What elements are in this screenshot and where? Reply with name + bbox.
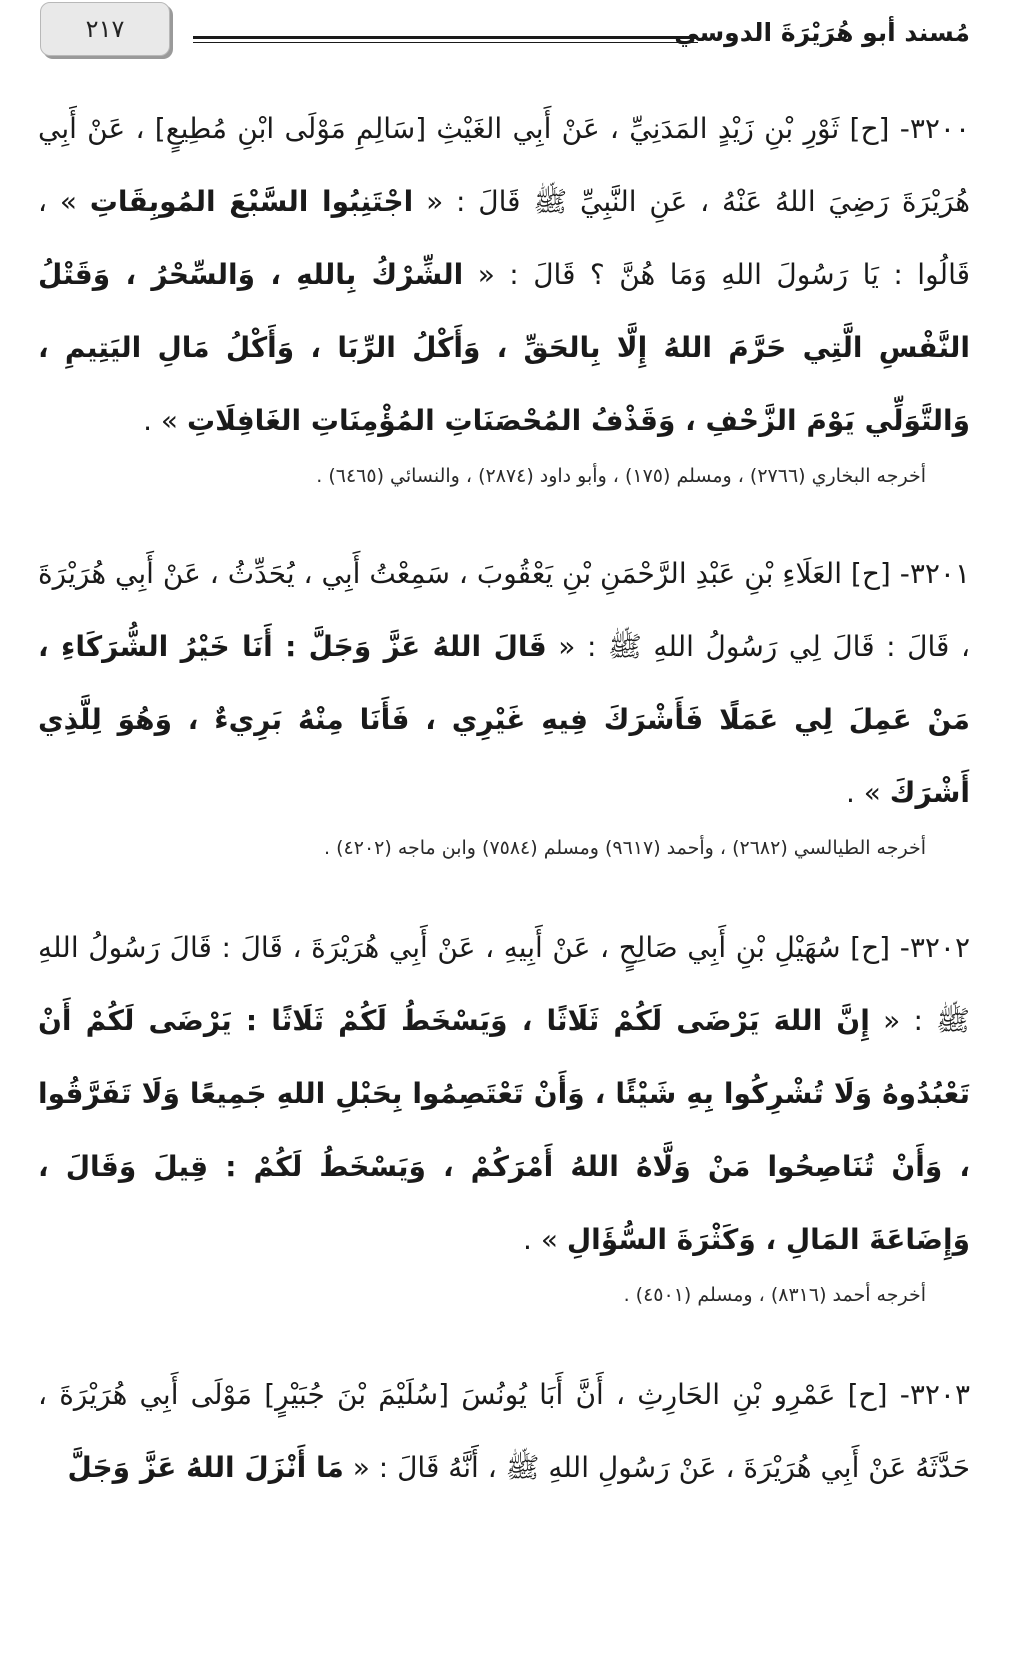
takhrij-note: أخرجه أحمد (٨٣١٦) ، ومسلم (٤٥٠١) . — [623, 1284, 926, 1306]
header-rule — [193, 36, 698, 43]
page-number: ٢١٧ — [85, 15, 125, 43]
hadith-number: ٣٢٠٠ — [909, 112, 970, 145]
hadith-end: » . — [845, 776, 890, 809]
hadith-end: » . — [143, 404, 187, 437]
hadith-matn: مَا أَنْزَلَ اللهُ عَزَّ وَجَلَّ — [67, 1451, 344, 1484]
hadith-3203 — [38, 1358, 970, 1504]
hadith-isnad: - [ح] ثَوْرِ بْنِ زَيْدٍ المَدَنِيِّ ، عَنْ أَبِي الغَيْثِ [سَالِمِ مَوْلَى ابْنِ مُطِيعٍ] ، عَنْ أَبِي هُرَيْرَةَ رَضِيَ اللهُ عَنْهُ ، عَنِ النَّبِيِّ ﷺ قَالَ : « — [38, 112, 970, 218]
hadith-matn: الشِّرْكُ بِاللهِ ، وَالسِّحْرُ ، وَقَتْلُ النَّفْسِ الَّتِي حَرَّمَ اللهُ إِلَّا بِالحَقِّ ، وَأَكْلُ الرِّبَا ، وَأَكْلُ مَالِ اليَتِيمِ ، وَالتَّوَلِّي يَوْمَ الزَّحْفِ ، وَقَذْفُ المُحْصَنَاتِ المُؤْمِنَاتِ الغَافِلَاتِ — [38, 258, 970, 437]
hadith-matn: إِنَّ اللهَ يَرْضَى لَكُمْ ثَلَاثًا ، وَيَسْخَطُ لَكُمْ ثَلَاثًا : يَرْضَى لَكُمْ أَنْ تَعْبُدُوهُ وَلَا تُشْرِكُوا بِهِ شَيْئًا ، وَأَنْ تَعْتَصِمُوا بِحَبْلِ اللهِ جَمِيعًا وَلَا تَفَرَّقُوا ، وَأَنْ تُنَاصِحُوا مَنْ وَلَّاهُ اللهُ أَمْرَكُمْ ، وَيَسْخَطُ لَكُمْ : قِيلَ وَقَالَ ، وَإِضَاعَةَ المَالِ ، وَكَثْرَةَ السُّؤَالِ — [38, 1004, 970, 1256]
page-body — [38, 92, 970, 1504]
hadith-matn: اجْتَنِبُوا السَّبْعَ المُوبِقَاتِ — [89, 185, 414, 218]
hadith-3201 — [38, 537, 970, 829]
hadith-number: ٣٢٠١ — [909, 557, 970, 590]
hadith-isnad: - [ح] العَلَاءِ بْنِ عَبْدِ الرَّحْمَنِ بْنِ يَعْقُوبَ ، سَمِعْتُ أَبِي ، يُحَدِّثُ ، عَنْ أَبِي هُرَيْرَةَ ، قَالَ : قَالَ لِي رَسُولُ اللهِ ﷺ : « — [38, 557, 971, 663]
hadith-number: ٣٢٠٢ — [909, 931, 970, 964]
running-title: مُسند أبو هُرَيْرَةَ الدوسي — [674, 18, 970, 47]
hadith-3202 — [38, 911, 970, 1276]
hadith-text: » ، قَالُوا : يَا رَسُولَ اللهِ وَمَا هُنَّ ؟ قَالَ : « — [38, 185, 970, 291]
hadith-3200 — [38, 92, 970, 457]
hadith-isnad: - [ح] عَمْرِو بْنِ الحَارِثِ ، أَنَّ أَبَا يُونُسَ [سُلَيْمَ بْنَ جُبَيْرٍ] مَوْلَى أَبِي هُرَيْرَةَ ، حَدَّثَهُ عَنْ أَبِي هُرَيْرَةَ ، عَنْ رَسُولِ اللهِ ﷺ ، أَنَّهُ قَالَ : « — [38, 1378, 970, 1484]
hadith-matn: قَالَ اللهُ عَزَّ وَجَلَّ : أَنَا خَيْرُ الشُّرَكَاءِ ، مَنْ عَمِلَ لِي عَمَلًا فَأَشْرَكَ فِيهِ غَيْرِي ، فَأَنَا مِنْهُ بَرِيءٌ ، وَهُوَ لِلَّذِي أَشْرَكَ — [38, 630, 970, 809]
hadith-end: » . — [523, 1223, 567, 1256]
hadith-number: ٣٢٠٣ — [909, 1378, 970, 1411]
takhrij-note: أخرجه البخاري (٢٧٦٦) ، ومسلم (١٧٥) ، وأبو داود (٢٨٧٤) ، والنسائي (٦٤٦٥) . — [316, 465, 926, 487]
hadith-isnad: - [ح] سُهَيْلِ بْنِ أَبِي صَالِحٍ ، عَنْ أَبِيهِ ، عَنْ أَبِي هُرَيْرَةَ ، قَالَ : قَالَ رَسُولُ اللهِ ﷺ : « — [38, 931, 970, 1037]
page-number-box — [40, 2, 170, 56]
takhrij-note: أخرجه الطيالسي (٢٦٨٢) ، وأحمد (٩٦١٧) ومسلم (٧٥٨٤) وابن ماجه (٤٢٠٢) . — [324, 837, 926, 859]
